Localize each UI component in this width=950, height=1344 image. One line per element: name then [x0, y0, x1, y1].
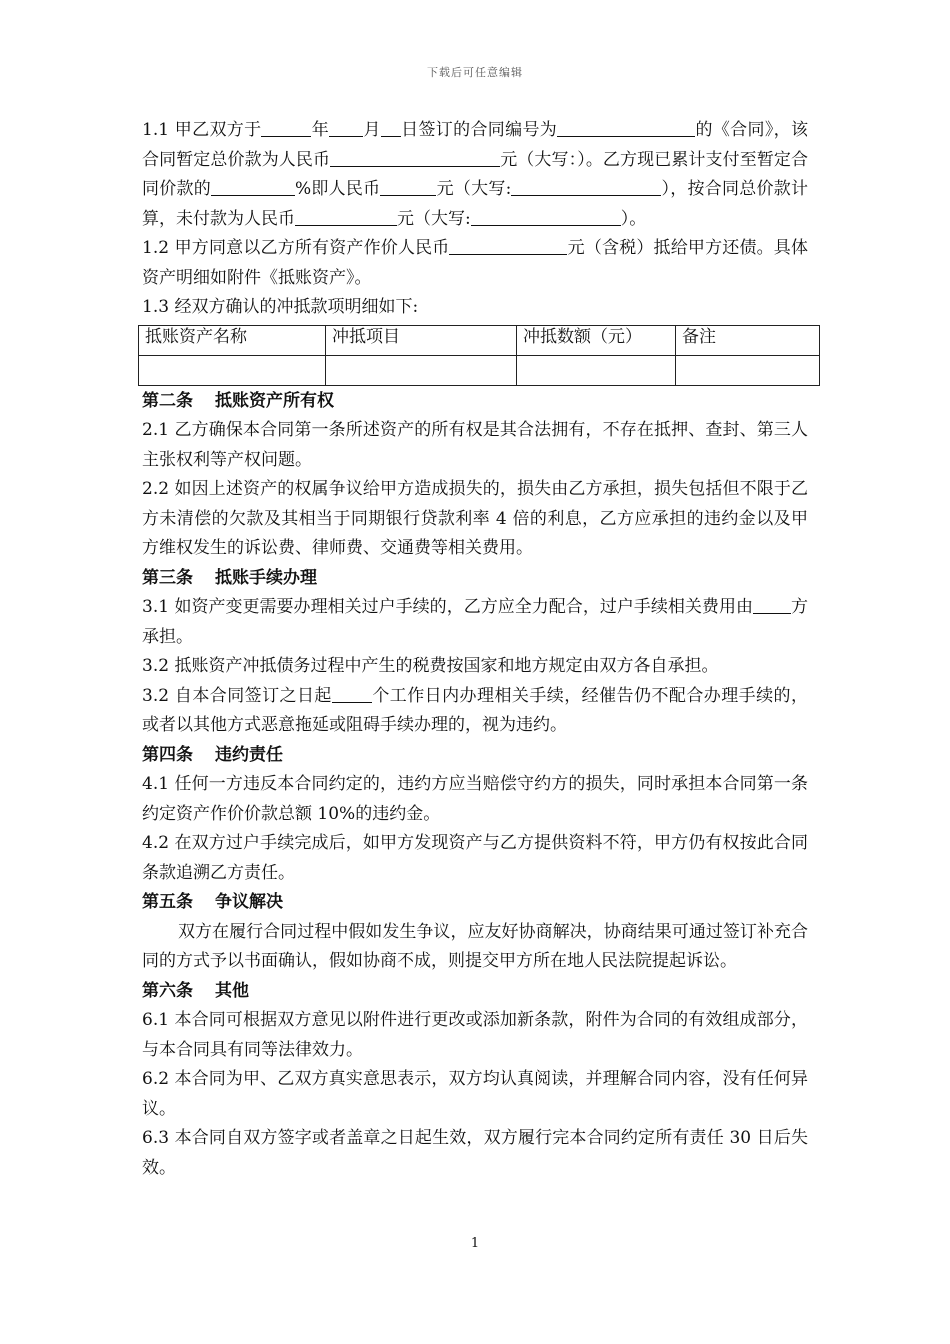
day-blank	[381, 118, 401, 137]
clause-2-2: 2.2 如因上述资产的权属争议给甲方造成损失的，损失由乙方承担，损失包括但不限于乙方未清偿的欠款及其相当于同期银行贷款利率 4 倍的利息，乙方应承担的违约金以及甲方维权发生的诉讼费、律师费、交通费等相关费用。	[142, 479, 808, 558]
table-header-cell: 冲抵数额（元）	[517, 325, 676, 355]
table-header-cell: 备注	[676, 325, 820, 355]
clause-2-1: 2.1 乙方确保本合同第一条所述资产的所有权是其合法拥有，不存在抵押、查封、第三人主张权利等产权问题。	[142, 420, 808, 470]
workdays-blank	[332, 684, 372, 703]
clause-1-1: 1.1 甲乙双方于 年 月 日签订的合同编号为 的《合同》，该合同暂定总价款为人民币 元（大写：）。乙方现已累计支付至暂定合同价款的 %即人民币 元（大写: ），按合同总价款计算，未付款为人民币 元（大写: ）。	[142, 120, 809, 229]
contract-no-blank	[557, 118, 695, 137]
table-cell	[517, 355, 676, 385]
page-number: 1	[470, 1236, 480, 1251]
table-header-cell: 抵账资产名称	[139, 325, 326, 355]
month-blank	[329, 118, 363, 137]
fee-party-blank	[753, 595, 791, 614]
clause-5: 双方在履行合同过程中假如发生争议，应友好协商解决，协商结果可通过签订补充合同的方式予以书面确认，假如协商不成，则提交甲方所在地人民法院提起诉讼。	[142, 921, 808, 971]
article-3-heading: 第三条 抵账手续办理	[142, 567, 317, 588]
table-row	[139, 355, 820, 385]
clause-3-2: 3.2 抵账资产冲抵债务过程中产生的税费按国家和地方规定由双方各自承担。	[142, 656, 719, 676]
clause-4-1: 4.1 任何一方违反本合同约定的，违约方应当赔偿守约方的损失，同时承担本合同第一条约定资产作价价款总额 10%的违约金。	[142, 774, 808, 824]
table-cell	[326, 355, 517, 385]
article-2-heading: 第二条 抵账资产所有权	[142, 390, 334, 411]
total-price-blank	[330, 148, 500, 167]
year-blank	[261, 118, 311, 137]
article-5-heading: 第五条 争议解决	[142, 892, 283, 912]
header-note: 下载后可任意编辑	[427, 66, 523, 79]
clause-4-2: 4.2 在双方过户手续完成后，如甲方发现资产与乙方提供资料不符，甲方仍有权按此合同条款追溯乙方责任。	[142, 833, 808, 883]
percent-blank	[211, 177, 295, 196]
paid-amount-words-blank	[511, 177, 661, 196]
table-cell	[139, 355, 326, 385]
unpaid-amount-words-blank	[471, 207, 621, 226]
contract-body	[142, 116, 808, 1183]
article-4-heading: 第四条 违约责任	[142, 744, 283, 765]
offset-table	[138, 325, 820, 386]
clause-3-1: 3.1 如资产变更需要办理相关过户手续的，乙方应全力配合，过户手续相关费用由 方承担。	[142, 597, 808, 647]
clause-6-1: 6.1 本合同可根据双方意见以附件进行更改或添加新条款，附件为合同的有效组成部分，与本合同具有同等法律效力。	[142, 1010, 808, 1060]
asset-price-blank	[449, 236, 567, 255]
table-cell	[676, 355, 820, 385]
clause-6-3: 6.3 本合同自双方签字或者盖章之日起生效，双方履行完本合同约定所有责任 30 日后失效。	[142, 1128, 808, 1178]
unpaid-amount-blank	[295, 207, 397, 226]
paid-amount-blank	[380, 177, 436, 196]
table-header-row	[139, 325, 820, 355]
article-6-heading: 第六条 其他	[142, 980, 249, 1001]
clause-1-2: 1.2 甲方同意以乙方所有资产作价人民币 元（含税）抵给甲方还债。具体资产明细如附件《抵账资产》。	[142, 238, 808, 288]
clause-6-2: 6.2 本合同为甲、乙双方真实意思表示，双方均认真阅读，并理解合同内容，没有任何异议。	[142, 1069, 808, 1119]
table-header-cell: 冲抵项目	[326, 325, 517, 355]
clause-1-3: 1.3 经双方确认的冲抵款项明细如下:	[142, 297, 419, 317]
clause-3-2b: 3.2 自本合同签订之日起 个工作日内办理相关手续，经催告仍不配合办理手续的，或者以其他方式恶意拖延或阻碍手续办理的，视为违约。	[142, 685, 808, 735]
